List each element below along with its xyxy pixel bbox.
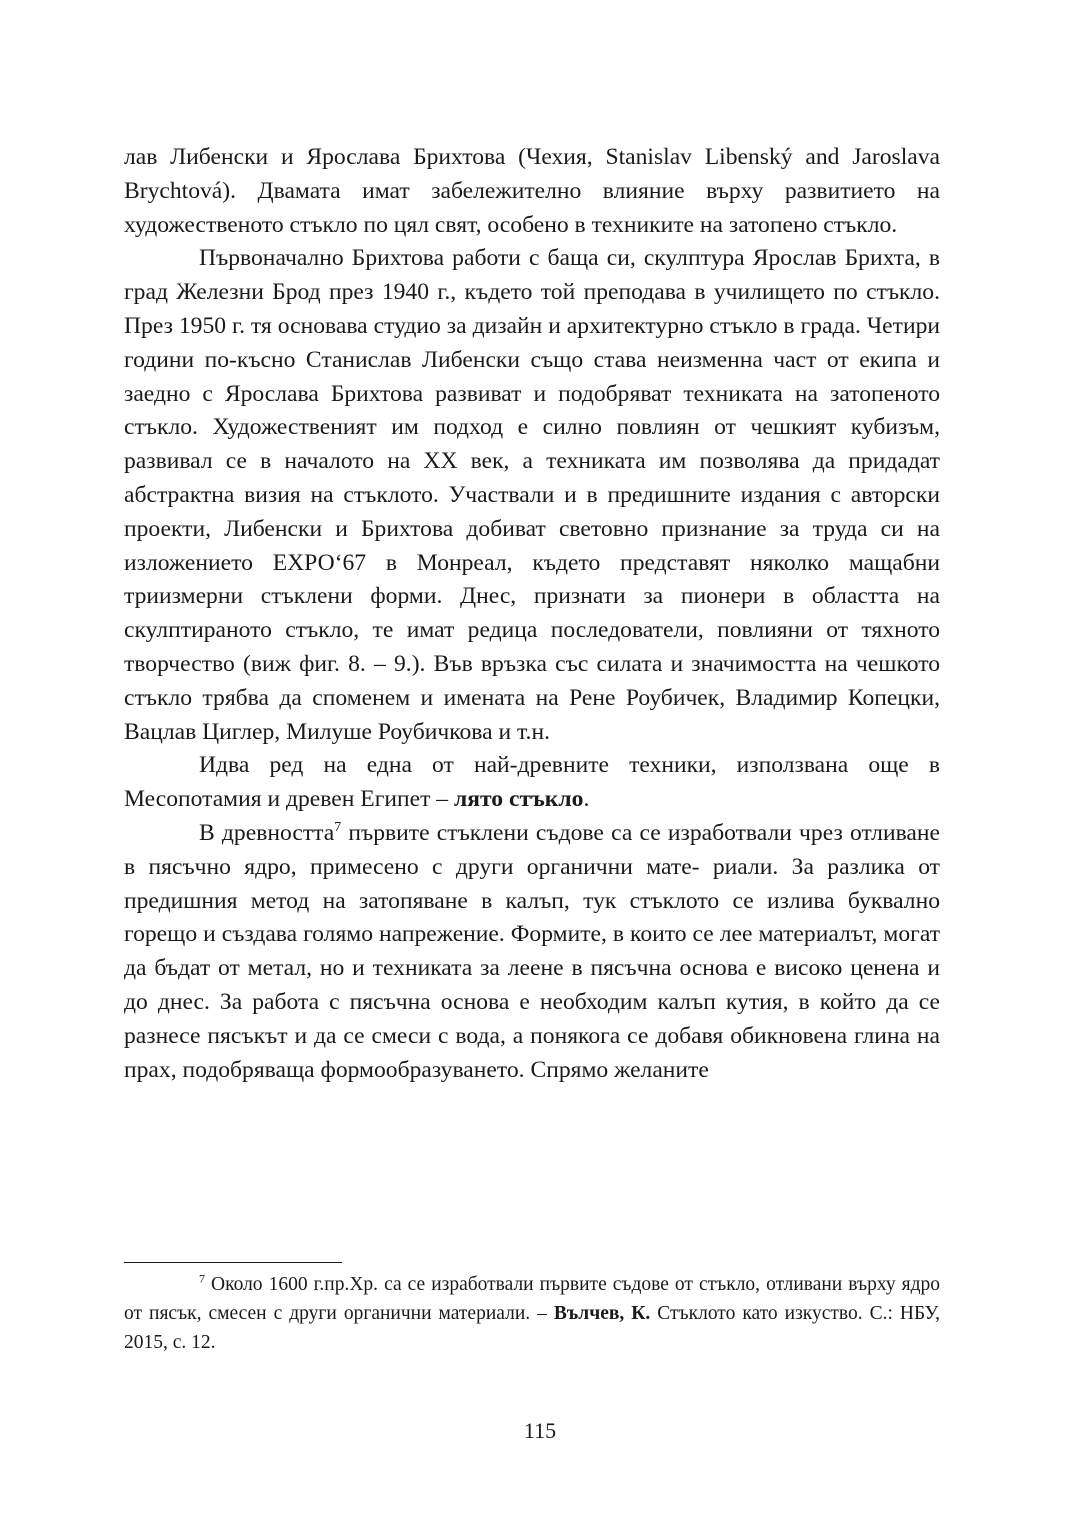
footnote-text: Около 1600 г.пр.Хр. са се изработвали първите съдове от стъкло, отливани върху ядро от пясък, смесен с други органични материали. – — [124, 1274, 940, 1324]
paragraph-1: лав Либенски и Ярослава Брихтова (Чехия, Stanislav Libenský and Jaroslava Brychtová). Двамата имат забележително влияние върху развитието на художественото стъкло по цял свят, особено в техниките на затопено стъкло. — [124, 144, 940, 238]
main-text — [124, 141, 940, 1087]
footnote-source: Стъклото като изкуство. С.: НБУ, 2015, с. 12. — [124, 1303, 940, 1353]
paragraph-3 — [124, 749, 940, 817]
footnote-reference[interactable]: 7 — [334, 820, 342, 836]
paragraph-3-text: Идва ред на една от най-древните техники, използвана още в Месопотамия и древен Египет – — [124, 752, 940, 813]
footnote — [124, 1270, 940, 1357]
paragraph-3-end: . — [583, 786, 590, 813]
footnote-author: Вълчев, К. — [553, 1303, 651, 1324]
technique-term: лято стъкло — [454, 786, 584, 813]
paragraph-4-start: В древността — [199, 819, 335, 846]
paragraph-4 — [124, 817, 940, 1087]
paragraph-2: Първоначално Брихтова работи с баща си, скулптура Ярослав Брихта, в град Железни Брод през 1940 г., където той преподава в училището по стъкло. През 1950 г. тя основава студио за дизайн и архитектурно стъкло в града. Четири години по-късно Станислав Либенски също става неизменна част от екипа и заедно с Ярослава Брихтова развиват и подобряват техниката на затопеното стъкло. Художественият им подход е силно повлиян от чешкият кубизъм, развивал се в началото на ХХ век, а техниката им позволява да придадат абстрактна визия на стъклото. Участвали и в предишните издания с авторски проекти, Либенски и Брихтова добиват световно признание за труда си на изложението ЕХРО‘67 в Монреал, където представят няколко мащабни триизмерни стъклени форми. Днес, признати за пионери в областта на скулптираното стъкло, те имат редица последователи, повлияни от тяхното творчество (виж фиг. 8. – 9.). Във връзка със силата и значимостта на чешкото стъкло трябва да споменем и имената на Рене Роубичек, Владимир Копецки, Вацлав Циглер, Милуше Роубичкова и т.н. — [124, 245, 940, 745]
footnote-divider — [124, 1262, 342, 1263]
footnote-mark: 7 — [199, 1271, 205, 1286]
paragraph-4-rest: първите стъклени съдове са се изработвали чрез отливане в пясъчно ядро, примесено с други органични мате- риали. За разлика от предишния метод на затопяване в калъп, тук стъклото се излива буквално горещо и създава голямо напрежение. Формите, в които се лее материалът, могат да бъдат от метал, но и техниката за леене в пясъчна основа е високо ценена и до днес. За работа с пясъчна основа е необходим калъп кутия, в който да се разнесе пясъкът и да се смеси с вода, а понякога се добавя обикновена глина на прах, подобряваща формообразуването. Спрямо желаните — [124, 819, 940, 1083]
page-number: 115 — [523, 1418, 557, 1443]
